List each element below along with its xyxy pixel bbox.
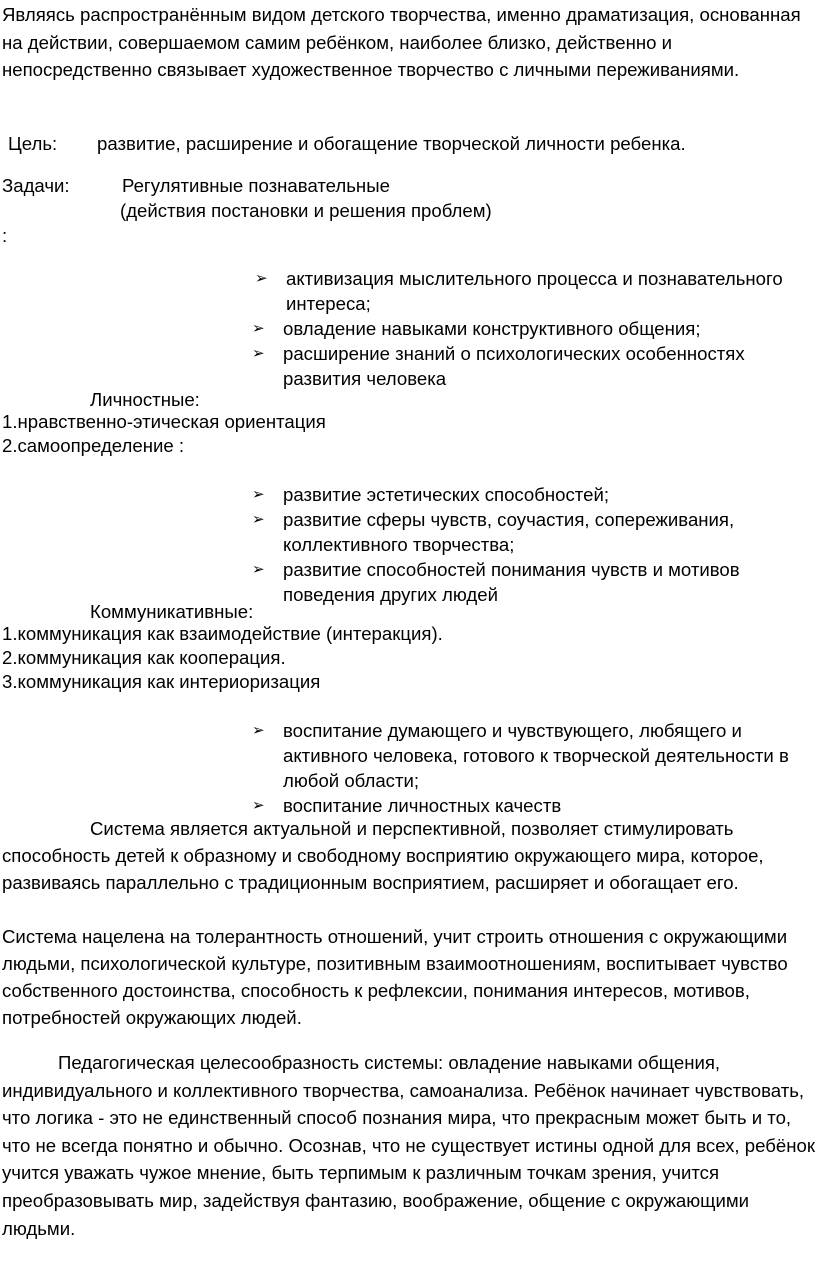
list-item: 1.коммуникация как взаимодействие (интеракция). (2, 623, 443, 644)
communicative-list (252, 718, 812, 818)
list-item: ➢ расширение знаний о психологических особенностях развития человека (252, 343, 745, 389)
arrow-bullet-icon: ➢ (252, 797, 265, 814)
communicative-heading: Коммуникативные: (90, 601, 254, 622)
tasks-title: Регулятивные познавательные (122, 175, 390, 196)
arrow-bullet-icon: ➢ (252, 561, 265, 578)
list-item: 1.нравственно-этическая ориентация (2, 411, 326, 432)
system-paragraph-1: Система является актуальной и перспективной, позволяет стимулировать способность детей к образному и свободному восприятию окружающего мира, которое, развиваясь параллельно с традиционным восприятием, расширяет и обогащает его. (2, 818, 764, 893)
personal-numbered-list (2, 410, 326, 458)
goal-line (8, 130, 808, 157)
arrow-bullet-icon: ➢ (252, 345, 265, 362)
list-item: ➢ воспитание личностных качеств (252, 795, 562, 816)
list-item: ➢ воспитание думающего и чувствующего, любящего и активного человека, готового к творческой деятельности в любой области; (252, 720, 789, 791)
system-paragraph-2: Система нацелена на толерантность отношений, учит строить отношения с окружающими людьми, психологической культуре, позитивным взаимоотношениям, воспитывает чувство собственного достоинства, способность к рефлексии, понимания интересов, мотивов, потребностей окружающих людей. (2, 926, 788, 1028)
list-item: ➢ развитие эстетических способностей; (252, 484, 610, 505)
arrow-bullet-icon: ➢ (252, 722, 265, 739)
personal-list (252, 482, 812, 607)
regulative-list (252, 266, 812, 391)
communicative-numbered-list (2, 622, 443, 694)
arrow-bullet-icon: ➢ (255, 270, 268, 287)
list-item: ➢ активизация мыслительного процесса и познавательного интереса; (255, 268, 783, 314)
arrow-bullet-icon: ➢ (252, 320, 265, 337)
goal-text: развитие, расширение и обогащение творческой личности ребенка. (97, 133, 686, 154)
tasks-label: Задачи: (2, 175, 70, 196)
intro-paragraph: Являясь распространённым видом детского творчества, именно драматизация, основанная на действии, совершаемом самим ребёнком, наиболее близко, действенно и непосредственно связывает художественное творчество с личными переживаниями. (2, 4, 801, 80)
list-item: 2.самоопределение : (2, 435, 185, 456)
list-item: ➢ развитие сферы чувств, соучастия, сопереживания, коллективного творчества; (252, 509, 735, 555)
list-item: ➢ развитие способностей понимания чувств и мотивов поведения других людей (252, 559, 740, 605)
list-item: 3.коммуникация как интериоризация (2, 671, 321, 692)
arrow-bullet-icon: ➢ (252, 511, 265, 528)
tasks-subtitle: (действия постановки и решения проблем) (120, 200, 492, 221)
list-item: ➢ овладение навыками конструктивного общения; (252, 318, 701, 339)
goal-label: Цель: (8, 133, 58, 154)
pedagogical-paragraph: Педагогическая целесообразность системы: овладение навыками общения, индивидуального и коллективного творчества, самоанализа. Ребёнок начинает чувствовать, что логика - это не единственный способ познания мира, что прекрасным может быть и то, что не всегда понятно и обычно. Осознав, что не существует истины одной для всех, ребёнок учится уважать чужое мнение, быть терпимым к различным точкам зрения, учится преобразовывать мир, задействуя фантазию, воображение, общение с окружающими людьми. (2, 1052, 815, 1239)
personal-heading: Личностные: (90, 389, 200, 410)
list-item: 2.коммуникация как кооперация. (2, 647, 286, 668)
arrow-bullet-icon: ➢ (252, 486, 265, 503)
tasks-colon: : (2, 225, 8, 246)
